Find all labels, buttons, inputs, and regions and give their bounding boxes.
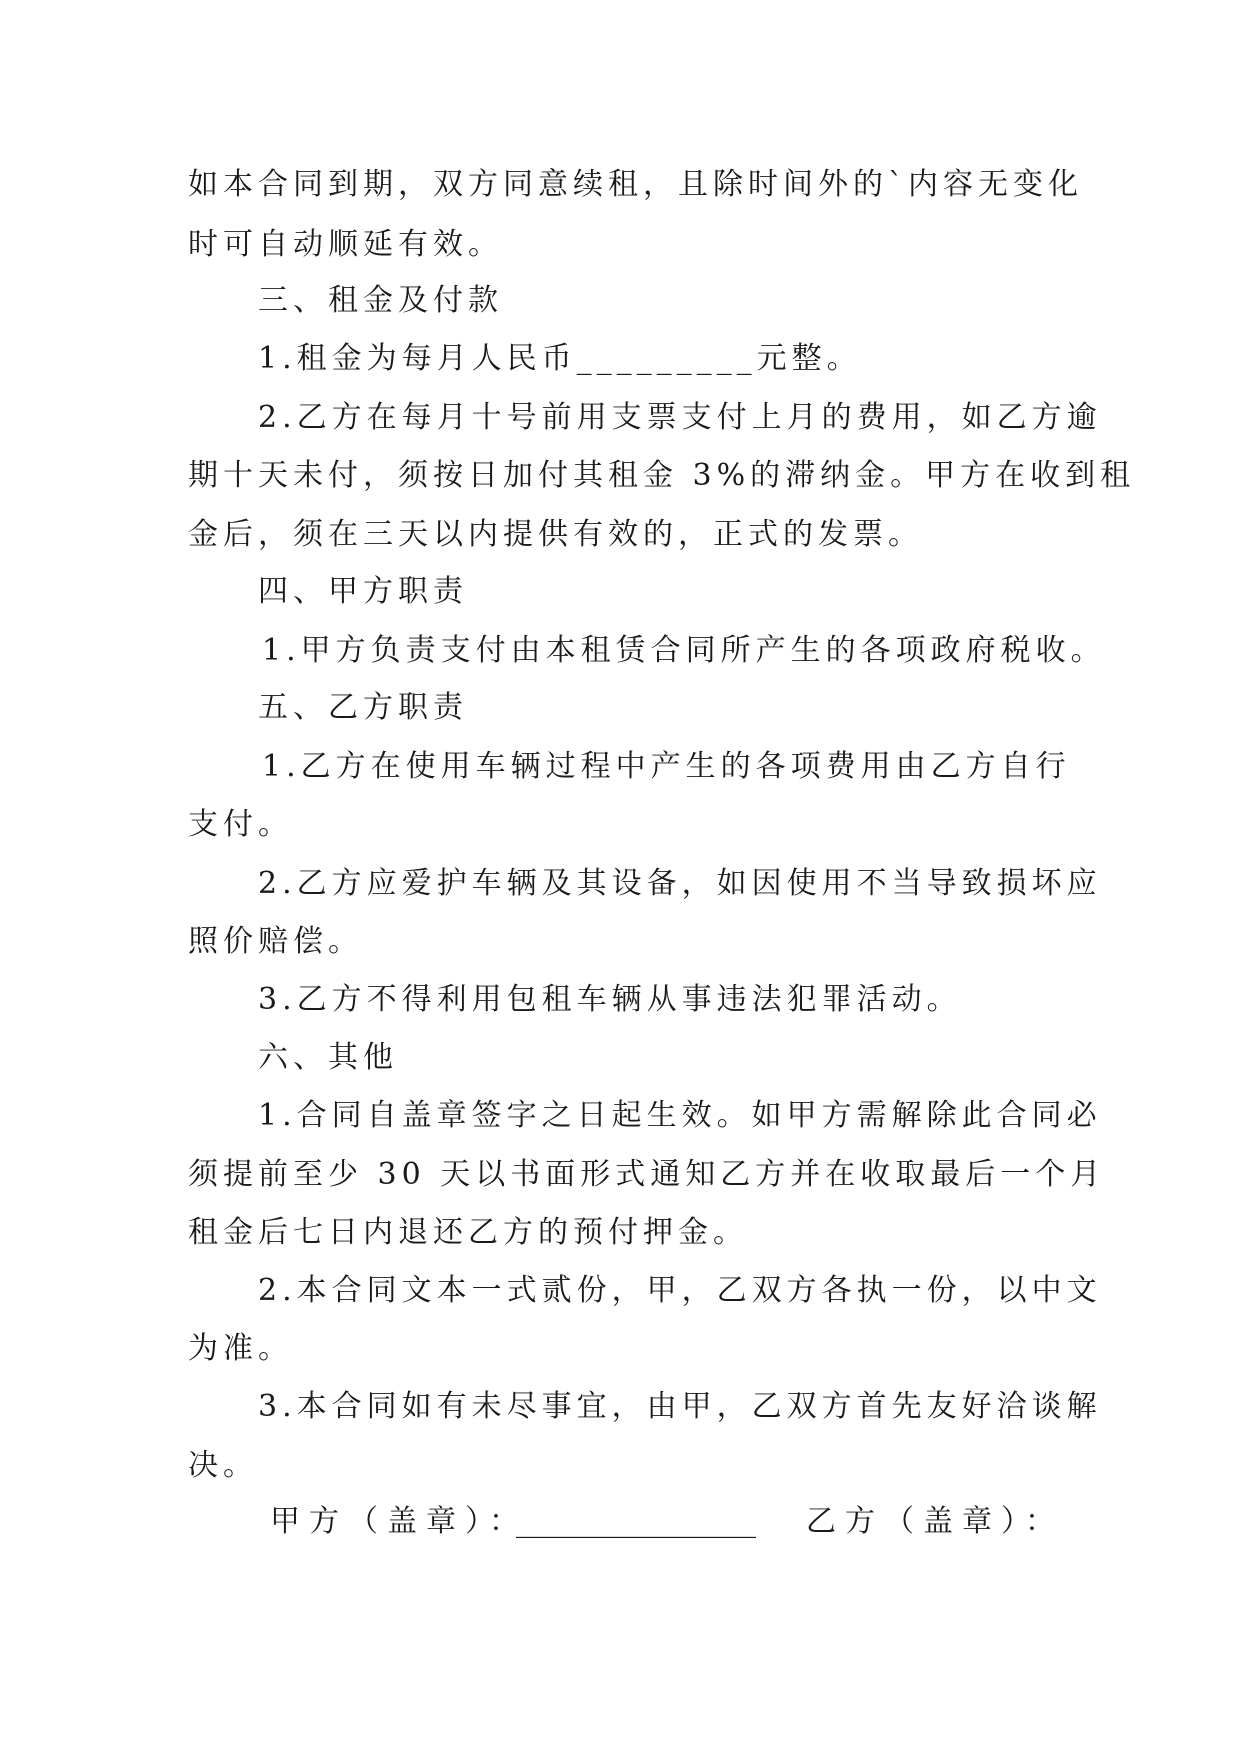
paragraph-line: 3.乙方不得利用包租车辆从事违法犯罪活动。	[258, 982, 962, 1017]
party-a-signature-blank: ________________	[516, 1504, 756, 1539]
paragraph-line: 为准。	[188, 1331, 293, 1366]
paragraph-line: 支付。	[188, 807, 293, 842]
paragraph-line: 如本合同到期，双方同意续租，且除时间外的`内容无变化	[188, 167, 1083, 202]
paragraph-line: 租金后七日内退还乙方的预付押金。	[188, 1215, 748, 1250]
paragraph-line: 须提前至少 30 天以书面形式通知乙方并在收取最后一个月	[188, 1157, 1106, 1192]
paragraph-line: 照价赔偿。	[188, 924, 363, 959]
paragraph-line: 期十天未付，须按日加付其租金 3%的滞纳金。甲方在收到租	[188, 458, 1136, 493]
section-heading-party-b-duties: 五、乙方职责	[258, 690, 468, 725]
party-b-seal-label: 乙方（盖章）：	[806, 1504, 1064, 1539]
section-heading-party-a-duties: 四、甲方职责	[258, 574, 468, 609]
section-heading-rent: 三、租金及付款	[258, 283, 503, 318]
paragraph-line: 时可自动顺延有效。	[188, 227, 503, 262]
paragraph-line: 1.甲方负责支付由本租赁合同所产生的各项政府税收。	[262, 633, 1106, 668]
paragraph-line: 3.本合同如有未尽事宜，由甲，乙双方首先友好洽谈解	[258, 1389, 1102, 1424]
paragraph-line: 金后，须在三天以内提供有效的，正式的发票。	[188, 517, 923, 552]
paragraph-line: 决。	[188, 1448, 258, 1483]
paragraph-line: 2.乙方在每月十号前用支票支付上月的费用，如乙方逾	[258, 400, 1102, 435]
paragraph-line: 2.乙方应爱护车辆及其设备，如因使用不当导致损坏应	[258, 866, 1102, 901]
party-a-seal-label: 甲方（盖章）：	[270, 1504, 528, 1539]
section-heading-other: 六、其他	[258, 1040, 398, 1075]
paragraph-line: 1.乙方在使用车辆过程中产生的各项费用由乙方自行	[262, 749, 1071, 784]
paragraph-line: 1.租金为每月人民币_________元整。	[258, 341, 862, 376]
paragraph-line: 1.合同自盖章签字之日起生效。如甲方需解除此合同必	[258, 1098, 1102, 1133]
paragraph-line: 2.本合同文本一式贰份，甲，乙双方各执一份，以中文	[258, 1273, 1102, 1308]
